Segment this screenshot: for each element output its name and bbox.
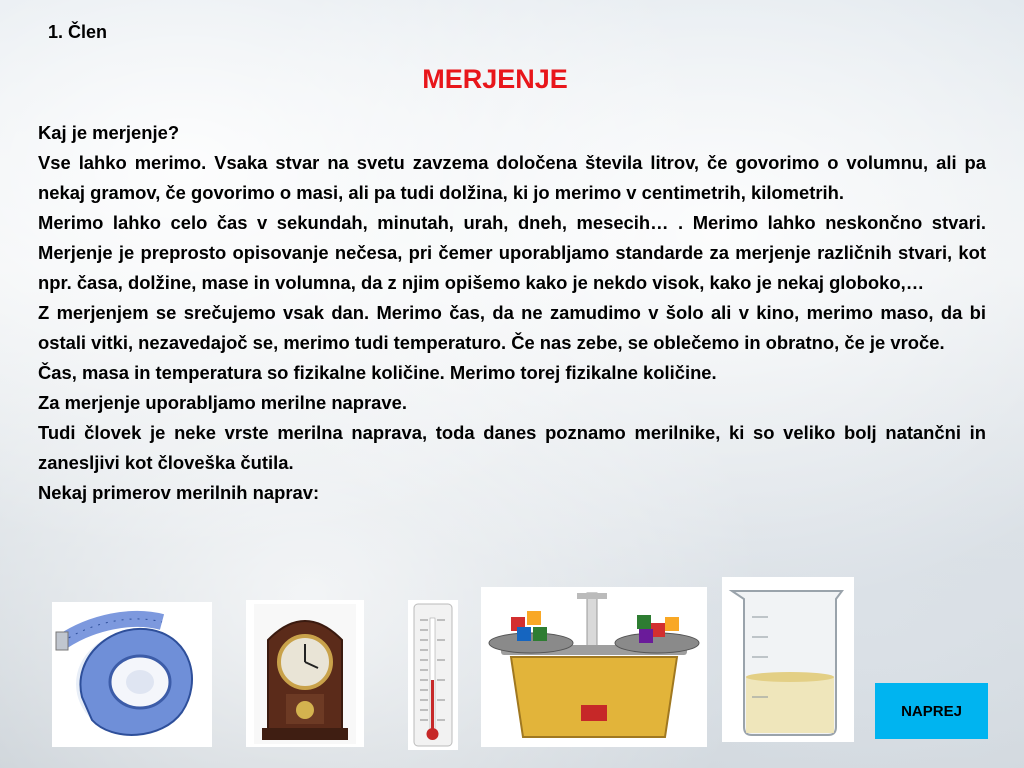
page-title: MERJENJE [422,64,568,94]
beaker-image [722,577,854,742]
paragraph: Čas, masa in temperatura so fizikalne količine. Merimo torej fizikalne količine. [38,362,717,383]
thermometer-image [408,600,458,750]
paragraph: Z merjenjem se srečujemo vsak dan. Merimo čas, da ne zamudimo v šolo ali v kino, merimo maso, da bi ostali vitki, nezavedajoč se, merimo tudi temperaturo. Če nas zebe, se oblečemo in obratno, če je vroče. [38,302,986,353]
slide-text [38,118,986,508]
paragraph: Merimo lahko celo čas v sekundah, minutah, urah, dneh, mesecih… . Merimo lahko neskončno stvari. Merjenje je preprosto opisovanje nečesa, pri čemer uporabljamo standarde za merjenje različnih stvari, kot npr. časa, dolžine, mase in volumna, da z njim opišemo kako je nekdo visok, kako je nekaj globoko,… [38,212,986,293]
question-heading: Kaj je merjenje? [38,122,180,143]
paragraph: Vse lahko merimo. Vsaka stvar na svetu zavzema določena števila litrov, če govorimo o volumnu, ali pa nekaj gramov, če govorimo o masi, ali pa tudi dolžina, ki jo merimo v centimetrih, kilometrih. [38,152,986,203]
paragraph: Tudi človek je neke vrste merilna naprava, toda danes poznamo merilnike, ki so veliko bolj natančni in zanesljivi kot človeška čutila. [38,422,986,473]
clock-image [246,600,364,747]
slide-number: 1. Člen [48,22,108,42]
measuring-tape-image [52,602,212,747]
paragraph: Nekaj primerov merilnih naprav: [38,482,320,503]
balance-scale-image [481,587,707,747]
paragraph: Za merjenje uporabljamo merilne naprave. [38,392,407,413]
next-button[interactable]: NAPREJ [875,683,988,739]
